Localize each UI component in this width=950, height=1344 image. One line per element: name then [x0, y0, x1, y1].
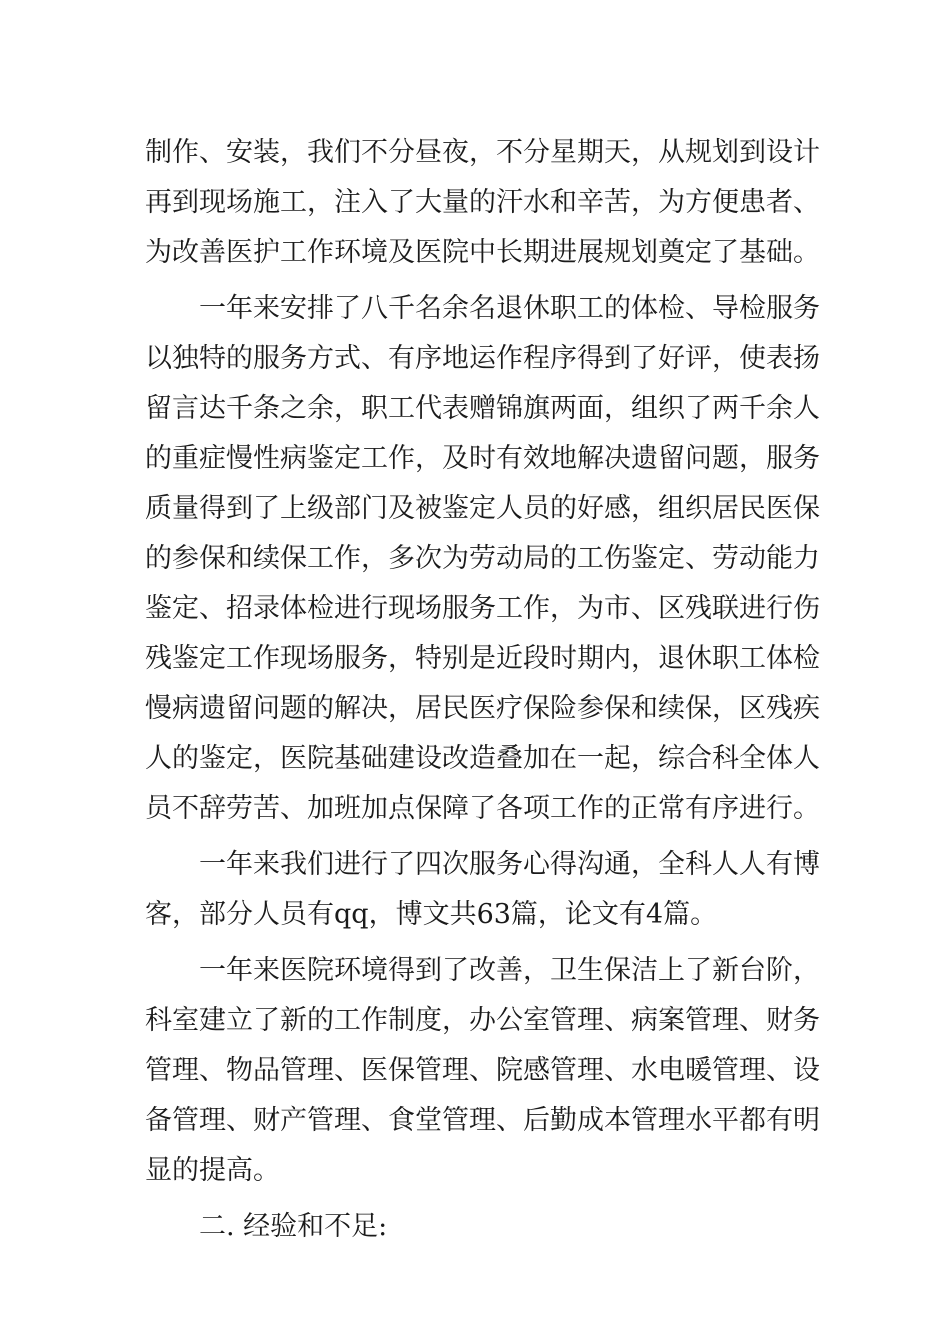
- section-heading: [145, 1202, 810, 1252]
- document-body: [145, 128, 820, 1252]
- text-line: 的参保和续保工作，多次为劳动局的工伤鉴定、劳动能力: [145, 543, 820, 574]
- paragraph-2: [145, 284, 820, 834]
- text-line: 员不辞劳苦、加班加点保障了各项工作的正常有序进行。: [145, 793, 820, 824]
- text-line: 再到现场施工，注入了大量的汗水和辛苦，为方便患者、: [145, 187, 820, 218]
- paragraph-3: [145, 840, 820, 940]
- text-line: 管理、物品管理、医保管理、院感管理、水电暖管理、设: [145, 1055, 820, 1086]
- text-line: 科室建立了新的工作制度，办公室管理、病案管理、财务: [145, 1005, 820, 1036]
- text-line: 一年来我们进行了四次服务心得沟通，全科人人有博: [199, 849, 820, 880]
- paragraph-1: [145, 128, 820, 278]
- text-line: 制作、安装，我们不分昼夜，不分星期天，从规划到设计: [145, 137, 820, 168]
- section-heading-text: 二. 经验和不足:: [199, 1211, 388, 1242]
- text-line: 一年来医院环境得到了改善，卫生保洁上了新台阶，: [199, 955, 820, 986]
- text-line: 留言达千条之余，职工代表赠锦旗两面，组织了两千余人: [145, 393, 820, 424]
- text-line: 一年来安排了八千名余名退休职工的体检、导检服务: [199, 293, 820, 324]
- text-line: 质量得到了上级部门及被鉴定人员的好感，组织居民医保: [145, 493, 820, 524]
- text-line: 备管理、财产管理、食堂管理、后勤成本管理水平都有明: [145, 1105, 820, 1136]
- text-line: 客，部分人员有qq，博文共63篇，论文有4篇。: [145, 899, 718, 930]
- text-line: 以独特的服务方式、有序地运作程序得到了好评，使表扬: [145, 343, 820, 374]
- text-line: 慢病遗留问题的解决，居民医疗保险参保和续保，区残疾: [145, 693, 820, 724]
- text-line: 的重症慢性病鉴定工作，及时有效地解决遗留问题，服务: [145, 443, 820, 474]
- text-line: 为改善医护工作环境及医院中长期进展规划奠定了基础。: [145, 237, 820, 268]
- text-line: 鉴定、招录体检进行现场服务工作，为市、区残联进行伤: [145, 593, 820, 624]
- paragraph-4: [145, 946, 820, 1196]
- text-line: 残鉴定工作现场服务，特别是近段时期内，退休职工体检: [145, 643, 820, 674]
- text-line: 显的提高。: [145, 1155, 280, 1186]
- text-line: 人的鉴定，医院基础建设改造叠加在一起，综合科全体人: [145, 743, 820, 774]
